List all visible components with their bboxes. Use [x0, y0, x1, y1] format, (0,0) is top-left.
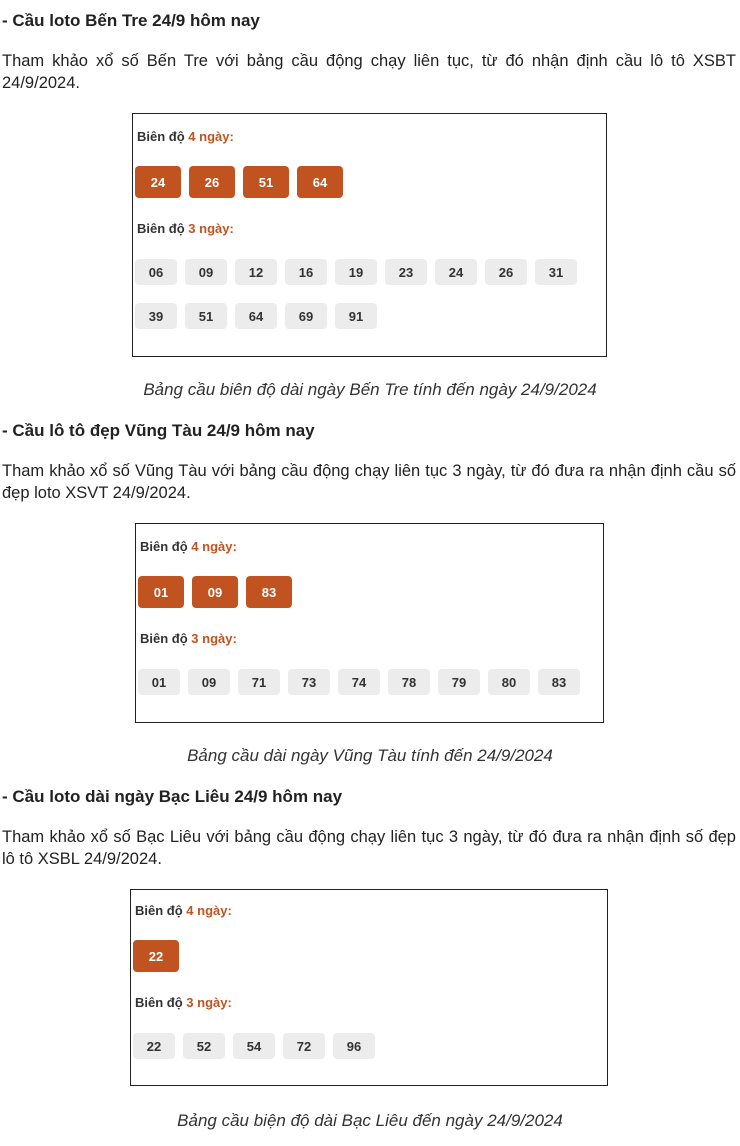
number-chip[interactable]: 26	[189, 166, 235, 198]
big-chip-row	[138, 576, 300, 608]
number-chip[interactable]: 06	[135, 259, 177, 285]
table-caption-ben-tre: Bảng cầu biên độ dài ngày Bến Tre tính đến ngày 24/9/2024	[143, 380, 597, 399]
number-chip[interactable]: 16	[285, 259, 327, 285]
table-caption-bac-lieu: Bảng cầu biện độ dài Bạc Liêu đến ngày 24/9/2024	[177, 1111, 563, 1130]
small-chip-row	[135, 303, 385, 329]
bien-do-table-bac-lieu	[130, 889, 608, 1086]
bien-do-table-ben-tre	[132, 113, 607, 357]
number-chip[interactable]: 54	[233, 1033, 275, 1059]
number-chip[interactable]: 22	[133, 1033, 175, 1059]
number-chip[interactable]: 01	[138, 669, 180, 695]
section-paragraph-vung-tau: Tham khảo xổ số Vũng Tàu với bảng cầu động chạy liên tục 3 ngày, từ đó đưa ra nhận định cầu số đẹp loto XSVT 24/9/2024.	[2, 462, 736, 502]
number-chip[interactable]: 51	[185, 303, 227, 329]
big-chip-row	[133, 940, 187, 972]
number-chip[interactable]: 91	[335, 303, 377, 329]
number-chip[interactable]: 31	[535, 259, 577, 285]
section-paragraph-bac-lieu: Tham khảo xổ số Bạc Liêu với bảng cầu động chạy liên tục 3 ngày, từ đó đưa ra nhận định số đẹp lô tô XSBL 24/9/2024.	[2, 828, 736, 868]
number-chip[interactable]: 12	[235, 259, 277, 285]
number-chip[interactable]: 24	[435, 259, 477, 285]
small-chip-row	[133, 1033, 383, 1059]
number-chip[interactable]: 79	[438, 669, 480, 695]
number-chip[interactable]: 19	[335, 259, 377, 285]
number-chip[interactable]: 78	[388, 669, 430, 695]
number-chip[interactable]: 80	[488, 669, 530, 695]
section-heading-ben-tre: - Cầu loto Bến Tre 24/9 hôm nay	[2, 11, 260, 30]
number-chip[interactable]: 09	[185, 259, 227, 285]
bien-do-4-label: Biên độ 4 ngày:	[140, 539, 237, 554]
section-heading-bac-lieu: - Cầu loto dài ngày Bạc Liêu 24/9 hôm nay	[2, 787, 343, 806]
number-chip[interactable]: 26	[485, 259, 527, 285]
big-chip-row	[135, 166, 351, 198]
number-chip[interactable]: 24	[135, 166, 181, 198]
number-chip[interactable]: 09	[188, 669, 230, 695]
number-chip[interactable]: 69	[285, 303, 327, 329]
number-chip[interactable]: 09	[192, 576, 238, 608]
small-chip-row	[135, 259, 585, 285]
section-heading-vung-tau: - Cầu lô tô đẹp Vũng Tàu 24/9 hôm nay	[2, 421, 315, 440]
bien-do-4-label: Biên độ 4 ngày:	[135, 903, 232, 918]
number-chip[interactable]: 23	[385, 259, 427, 285]
number-chip[interactable]: 83	[246, 576, 292, 608]
small-chip-row	[138, 669, 588, 695]
number-chip[interactable]: 74	[338, 669, 380, 695]
bien-do-3-label: Biên độ 3 ngày:	[137, 221, 234, 236]
bien-do-table-vung-tau	[135, 523, 604, 723]
bien-do-3-label: Biên độ 3 ngày:	[135, 995, 232, 1010]
section-paragraph-ben-tre: Tham khảo xổ số Bến Tre với bảng cầu động chạy liên tục, từ đó nhận định cầu lô tô XSBT 24/9/2024.	[2, 52, 736, 92]
number-chip[interactable]: 72	[283, 1033, 325, 1059]
number-chip[interactable]: 51	[243, 166, 289, 198]
number-chip[interactable]: 39	[135, 303, 177, 329]
number-chip[interactable]: 83	[538, 669, 580, 695]
number-chip[interactable]: 52	[183, 1033, 225, 1059]
number-chip[interactable]: 01	[138, 576, 184, 608]
bien-do-3-label: Biên độ 3 ngày:	[140, 631, 237, 646]
number-chip[interactable]: 73	[288, 669, 330, 695]
number-chip[interactable]: 64	[235, 303, 277, 329]
table-caption-vung-tau: Bảng cầu dài ngày Vũng Tàu tính đến 24/9/2024	[187, 746, 553, 765]
bien-do-4-label: Biên độ 4 ngày:	[137, 129, 234, 144]
number-chip[interactable]: 64	[297, 166, 343, 198]
number-chip[interactable]: 71	[238, 669, 280, 695]
number-chip[interactable]: 96	[333, 1033, 375, 1059]
number-chip[interactable]: 22	[133, 940, 179, 972]
